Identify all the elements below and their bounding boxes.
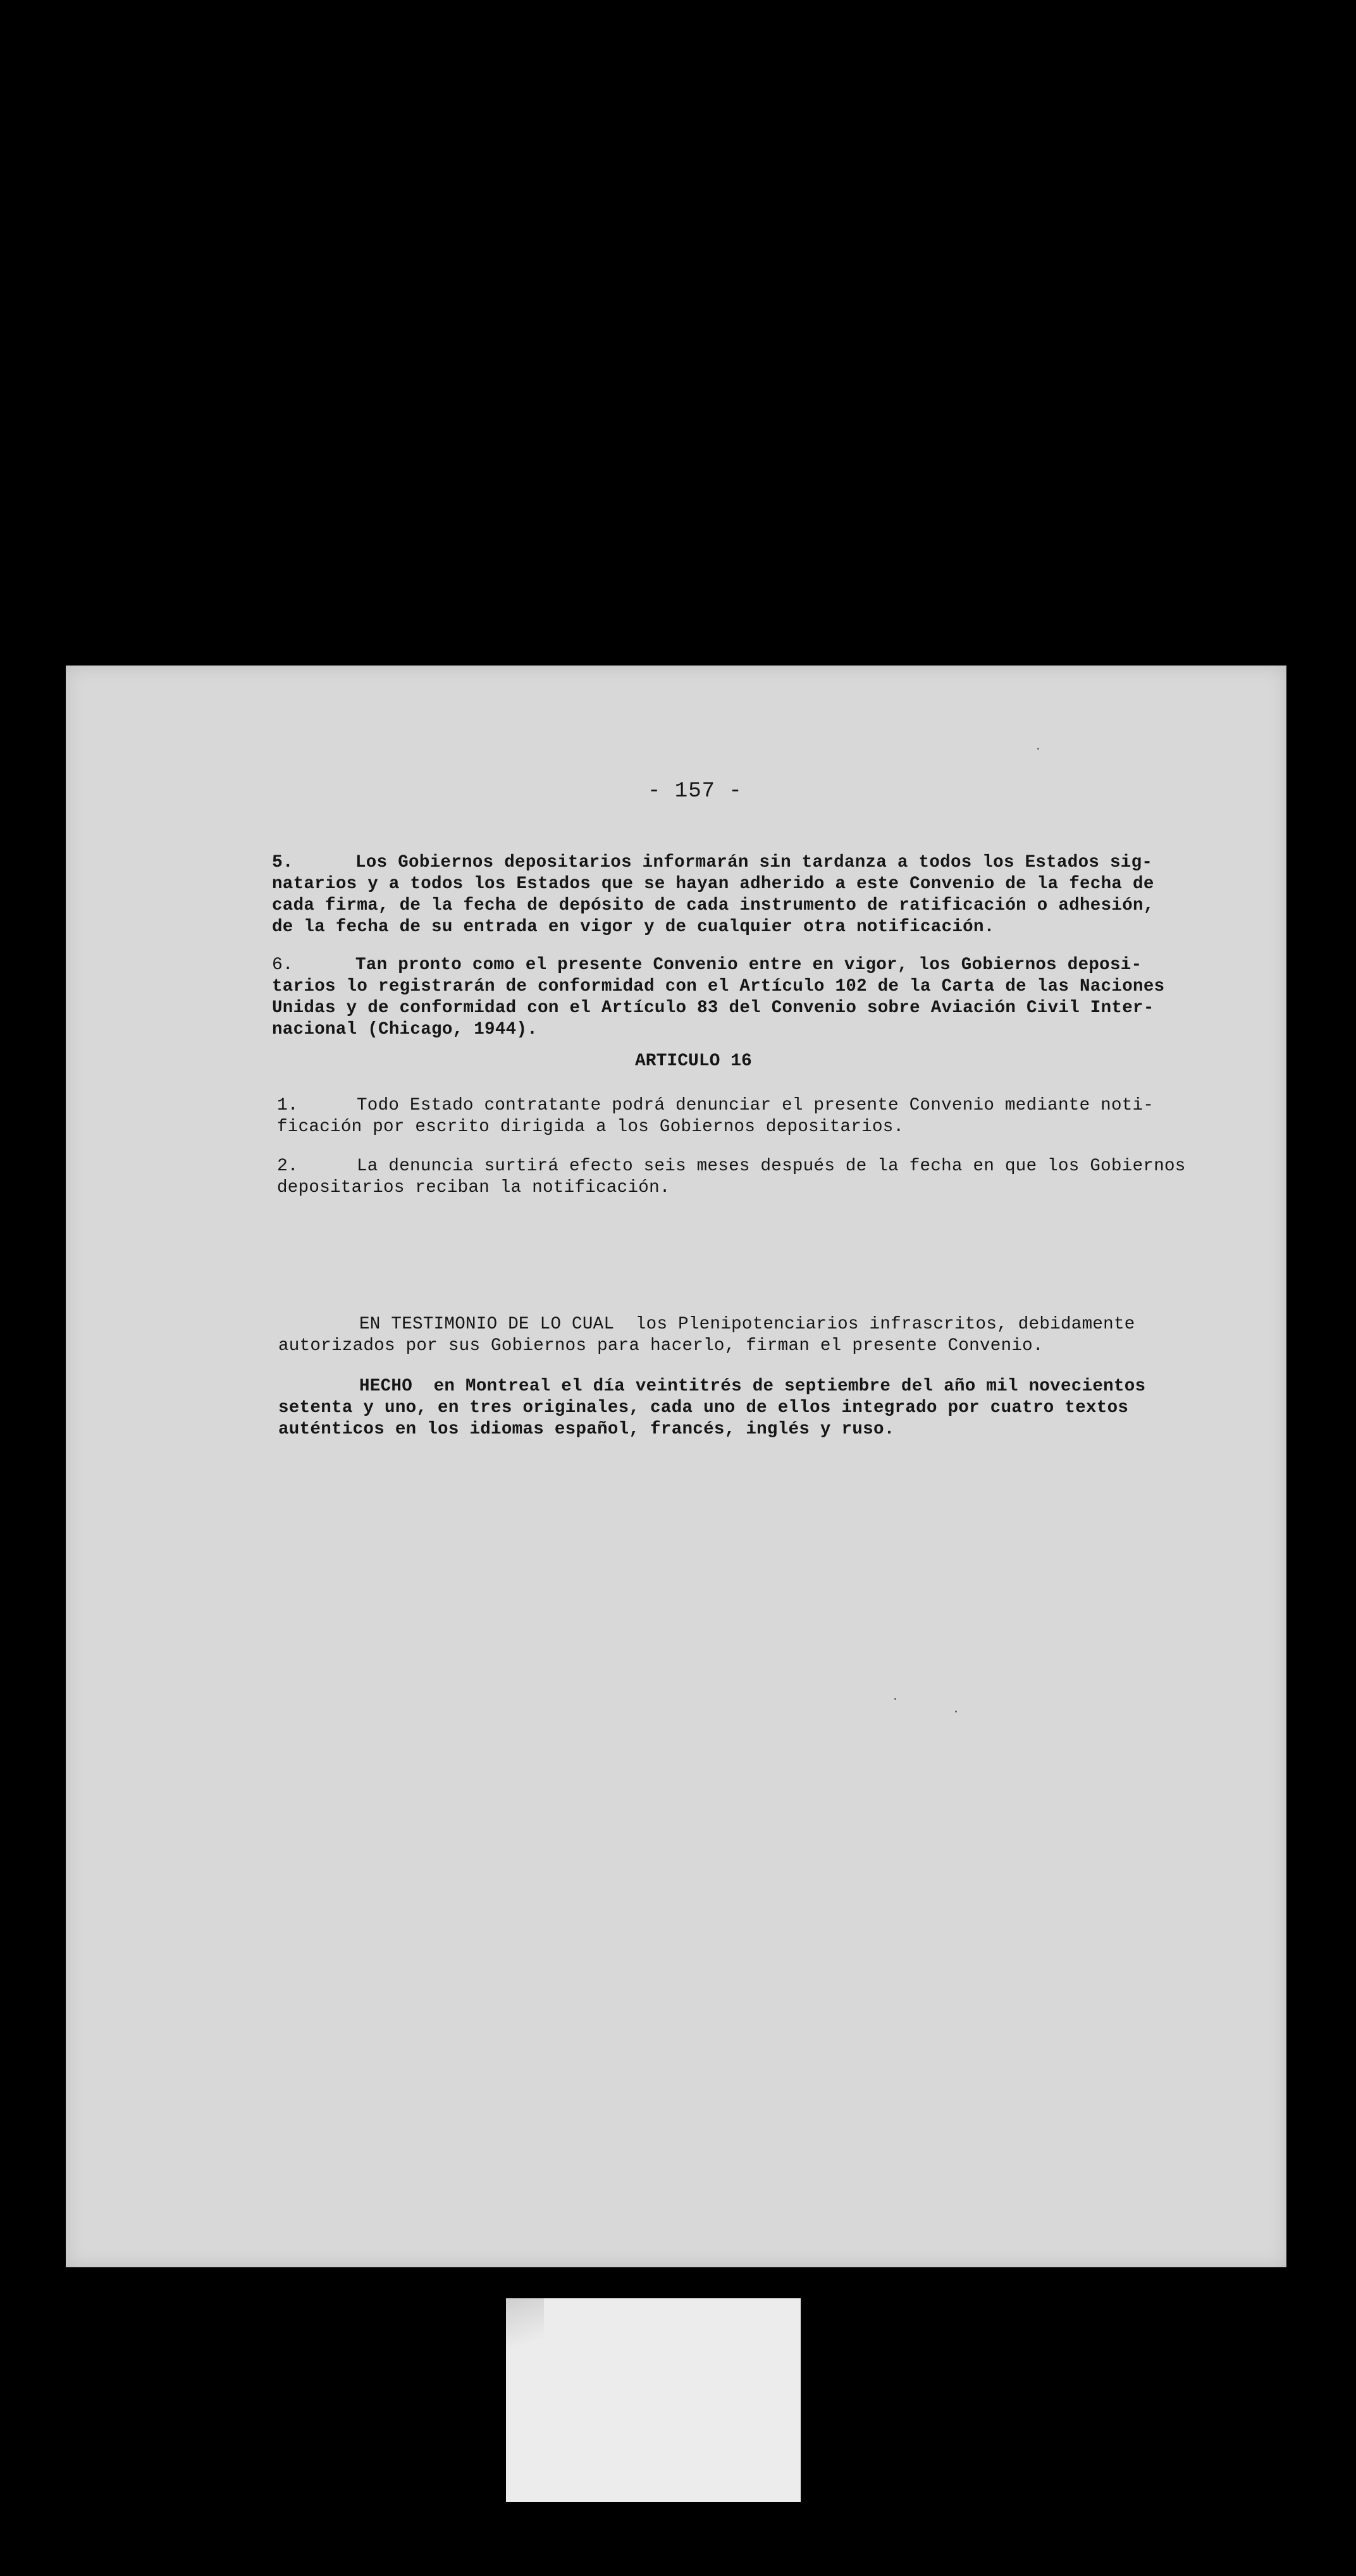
article-para-1-line-1: Todo Estado contratante podrá denunciar el presente Convenio mediante noti-	[357, 1096, 1154, 1115]
paper-slip	[506, 2298, 801, 2502]
done-at-line-1: HECHO en Montreal el día veintitrés de septiembre del año mil novecientos	[359, 1377, 1146, 1396]
document-page	[66, 666, 1286, 2267]
paragraph-5-line-1: Los Gobiernos depositarios informarán sin tardanza a todos los Estados sig-	[355, 853, 1153, 872]
paragraph-5-line-2: natarios y a todos los Estados que se hayan adherido a este Convenio de la fecha de	[272, 874, 1154, 894]
paragraph-5-number: 5.	[272, 853, 293, 872]
article-heading: ARTICULO 16	[635, 1051, 752, 1071]
scan-speck	[955, 1711, 957, 1712]
paragraph-5-line-4: de la fecha de su entrada en vigor y de cualquier otra notificación.	[272, 917, 995, 937]
article-para-1-number: 1.	[277, 1096, 299, 1115]
article-para-1-line-2: ficación por escrito dirigida a los Gobiernos depositarios.	[277, 1117, 904, 1137]
paragraph-6-line-1: Tan pronto como el presente Convenio entre en vigor, los Gobiernos deposi-	[355, 955, 1142, 975]
scan-speck	[1037, 748, 1039, 750]
testimony-line-1: EN TESTIMONIO DE LO CUAL los Plenipotenciarios infrascritos, debidamente	[359, 1315, 1135, 1334]
paragraph-5-line-3: cada firma, de la fecha de depósito de cada instrumento de ratificación o adhesión,	[272, 896, 1154, 915]
done-at-line-3: auténticos en los idiomas español, francés, inglés y ruso.	[278, 1420, 895, 1439]
paragraph-6-line-4: nacional (Chicago, 1944).	[272, 1020, 538, 1039]
slip-crease	[506, 2298, 544, 2374]
article-para-2-line-1: La denuncia surtirá efecto seis meses después de la fecha en que los Gobiernos	[357, 1156, 1186, 1176]
testimony-line-2: autorizados por sus Gobiernos para hacerlo, firman el presente Convenio.	[278, 1336, 1044, 1356]
done-at-line-2: setenta y uno, en tres originales, cada uno de ellos integrado por cuatro textos	[278, 1398, 1129, 1418]
page-number: - 157 -	[648, 779, 743, 803]
article-para-2-number: 2.	[277, 1156, 299, 1176]
scan-speck	[894, 1698, 896, 1700]
article-para-2-line-2: depositarios reciban la notificación.	[277, 1178, 670, 1198]
paragraph-6-line-2: tarios lo registrarán de conformidad con el Artículo 102 de la Carta de las Naciones	[272, 977, 1165, 996]
paragraph-6-number: 6.	[272, 955, 293, 975]
paragraph-6-line-3: Unidas y de conformidad con el Artículo 83 del Convenio sobre Aviación Civil Inter-	[272, 998, 1154, 1018]
